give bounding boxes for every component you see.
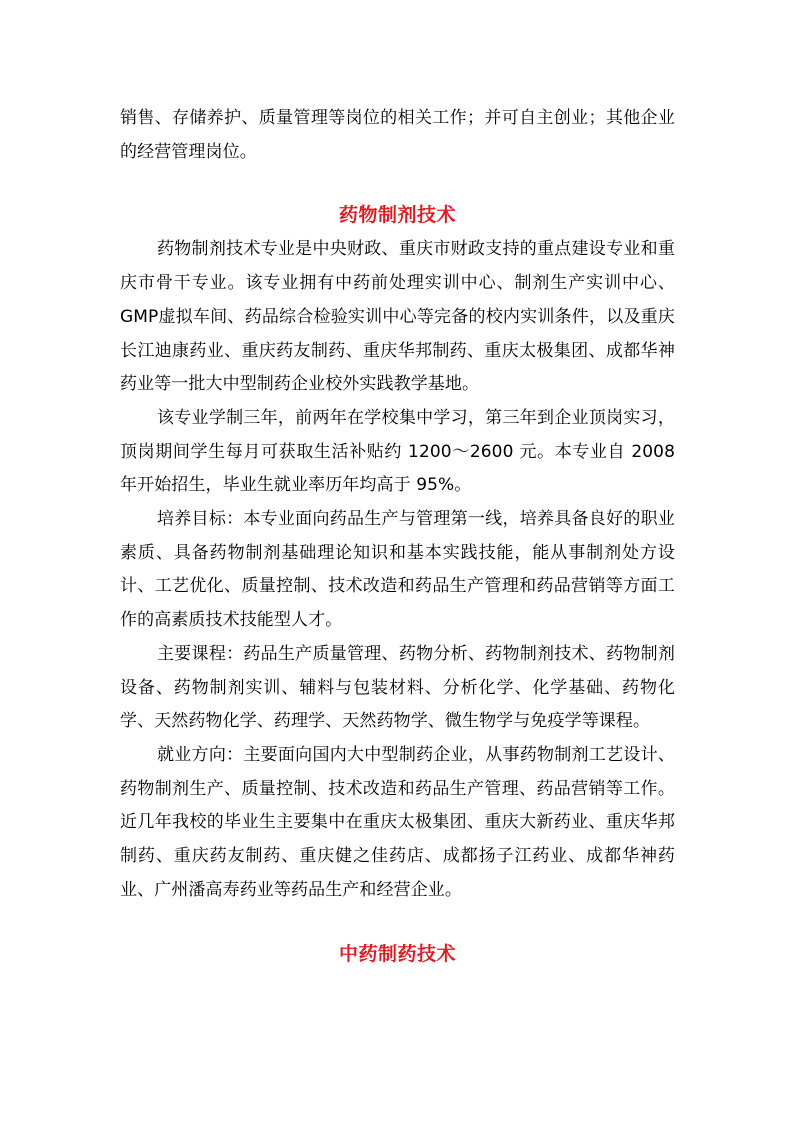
section-paragraph-employment: 就业方向：主要面向国内大中型制药企业，从事药物制剂工艺设计、药物制剂生产、质量控制、技术改造和药品生产管理、药品营销等工作。近几年我校的毕业生主要集中在重庆太极集团、重庆大新药业、重庆华邦制药、重庆药友制药、重庆健之佳药店、成都扬子江药业、成都华神药业、广州潘高寿药业等药品生产和经营企业。 xyxy=(120,744,675,900)
document-body xyxy=(120,102,675,968)
section-paragraph-overview: 药物制剂技术专业是中央财政、重庆市财政支持的重点建设专业和重庆市骨干专业。该专业拥有中药前处理实训中心、制剂生产实训中心、GMP虚拟车间、药品综合检验实训中心等完备的校内实训条件，以及重庆长江迪康药业、重庆药友制药、重庆华邦制药、重庆太极集团、成都华神药业等一批大中型制药企业校外实践教学基地。 xyxy=(120,239,675,395)
section-paragraph-courses: 主要课程：药品生产质量管理、药物分析、药物制剂技术、药物制剂设备、药物制剂实训、辅料与包装材料、分析化学、化学基础、药物化学、天然药物化学、药理学、天然药物学、微生物学与免疫学等课程。 xyxy=(120,643,675,732)
section-heading-tcm-pharmaceutical: 中药制药技术 xyxy=(338,943,456,966)
intro-paragraph: 销售、存储养护、质量管理等岗位的相关工作；并可自主创业；其他企业的经营管理岗位。 xyxy=(120,108,675,162)
section-paragraph-schooling: 该专业学制三年，前两年在学校集中学习，第三年到企业顶岗实习，顶岗期间学生每月可获取生活补贴约 1200～2600 元。本专业自 2008 年开始招生，毕业生就业率历年均高于 95%。 xyxy=(120,407,675,496)
section-heading-pharmaceutical-preparation: 药物制剂技术 xyxy=(338,204,456,227)
section-paragraph-objective: 培养目标：本专业面向药品生产与管理第一线，培养具备良好的职业素质、具备药物制剂基础理论知识和基本实践技能，能从事制剂处方设计、工艺优化、质量控制、技术改造和药品生产管理和药品营销等方面工作的高素质技术技能型人才。 xyxy=(120,509,675,631)
